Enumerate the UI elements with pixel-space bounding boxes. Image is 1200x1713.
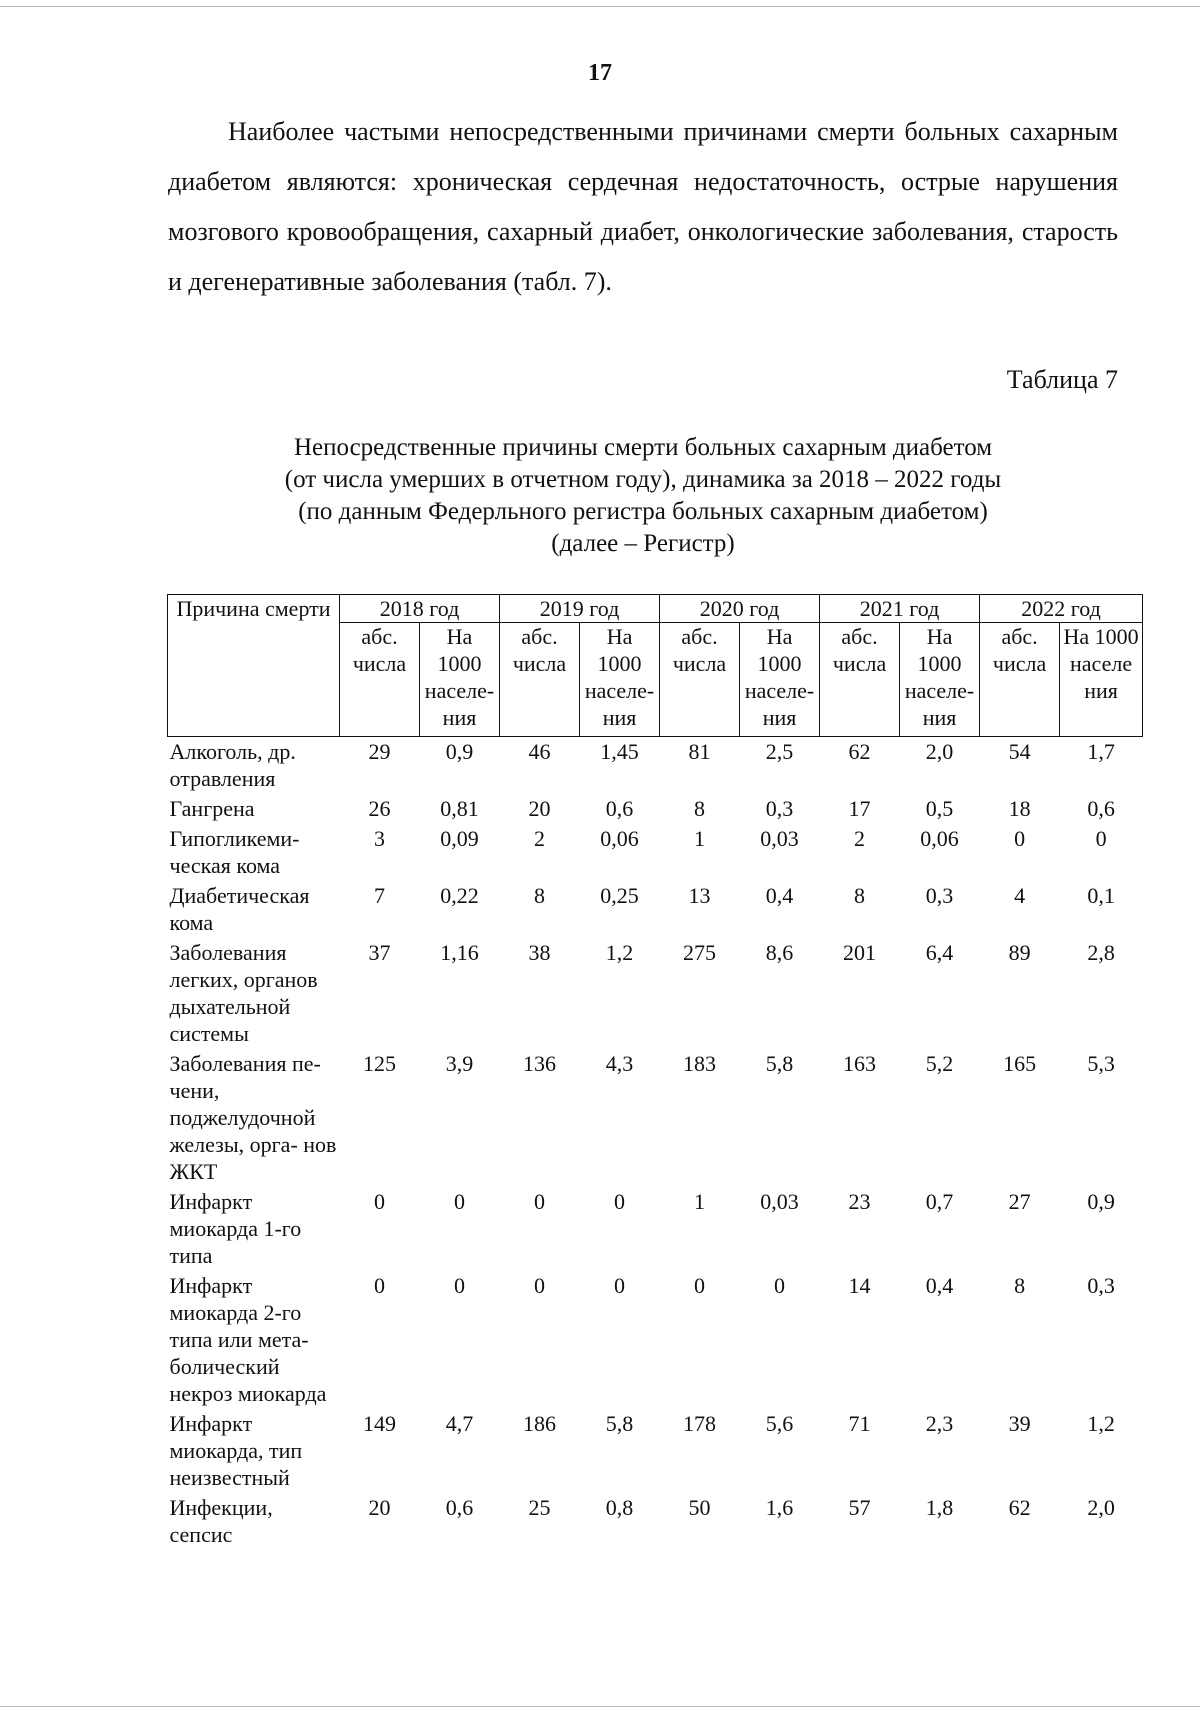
abs-value-cell: 186 [523,1411,557,1436]
abs-value-cell: 0 [1014,826,1026,851]
abs-value-cell: 149 [363,1411,396,1436]
per1000-value-cell: 0,6 [605,796,634,821]
per1000-value-cell: 1,7 [1087,739,1115,764]
per1000-value-cell: 2,5 [765,739,794,764]
abs-value-cell: 2 [854,826,866,851]
abs-value-cell: 136 [523,1051,557,1076]
abs-value-cell: 14 [848,1273,871,1298]
abs-value-cell: 17 [848,796,871,821]
abs-value-cell: 201 [843,940,877,965]
per1000-value-cell: 1,6 [765,1495,794,1520]
per1000-value-cell: 5,6 [765,1411,794,1436]
intro-text: Наиболее частыми непосредственными причинами смерти больных сахарным диабетом являются: хроническая сердечная недостаточность, острые нарушения мозгового кровообращения, сахарный диабет, онкологические заболевания, старость и дегенеративные заболевания (табл. 7). [168,117,1118,296]
caption-line: (по данным Федерльного регистра больных сахарным диабетом) [298,498,988,525]
per1000-value-cell: 5,8 [765,1051,794,1076]
per1000-value-cell: 0,03 [760,826,799,851]
cause-cell: Гипогликеми- ческая кома [169,826,300,878]
intro-paragraph [168,107,1118,307]
header-year: 2019 год [500,595,660,623]
caption-line: Непосредственные причины смерти больных сахарным диабетом [293,434,993,461]
per1000-value-cell: 0,06 [920,826,959,851]
per1000-value-cell: 0,6 [445,1495,474,1520]
table-label: Таблица 7 [1006,365,1118,394]
per1000-value-cell: 8,6 [765,940,794,965]
per1000-value-cell: 2,0 [1087,1495,1115,1520]
table-row [168,1493,1143,1550]
per1000-value-cell: 0 [454,1189,465,1214]
table-row [168,881,1143,938]
table-header [168,595,1143,737]
per1000-value-cell: 6,4 [925,940,954,965]
header-year: 2020 год [660,595,820,623]
abs-value-cell: 62 [848,739,871,764]
abs-value-cell: 0 [534,1273,546,1298]
header-per1000: На 1000 населе- ния [740,623,820,737]
cause-cell: Инфаркт миокарда, тип неизвестный [169,1411,303,1490]
per1000-value-cell: 1,45 [600,739,639,764]
cause-cell: Заболевания легких, органов дыхательной системы [169,940,318,1046]
abs-value-cell: 1 [694,1189,706,1214]
table-caption [168,432,1118,560]
cause-cell: Инфекции, сепсис [169,1495,273,1547]
abs-value-cell: 0 [374,1273,385,1298]
header-abs: абс. числа [660,623,740,737]
header-year: 2018 год [340,595,500,623]
abs-value-cell: 29 [368,739,391,764]
per1000-value-cell: 0,09 [440,826,479,851]
abs-value-cell: 50 [688,1495,711,1520]
abs-value-cell: 18 [1008,796,1031,821]
per1000-value-cell: 0,22 [440,883,479,908]
per1000-value-cell: 0 [774,1273,786,1298]
abs-value-cell: 27 [1008,1189,1031,1214]
header-abs: абс. числа [340,623,420,737]
cause-cell: Алкоголь, др. отравления [169,739,296,791]
per1000-value-cell: 0,03 [760,1189,799,1214]
cause-cell: Заболевания пе- чени, поджелудочной железы, орга- нов ЖКТ [169,1051,337,1184]
cause-cell: Диабетическая кома [169,883,310,935]
abs-value-cell: 54 [1008,739,1031,764]
page-number: 17 [588,60,612,86]
per1000-value-cell: 4,7 [445,1411,474,1436]
abs-value-cell: 23 [848,1189,871,1214]
scan-edge-line [0,1706,1200,1707]
per1000-value-cell: 2,8 [1087,940,1115,965]
table-row [168,1409,1143,1493]
abs-value-cell: 3 [374,826,385,851]
per1000-value-cell: 0,9 [445,739,474,764]
per1000-value-cell: 1,16 [440,940,479,965]
abs-value-cell: 46 [528,739,551,764]
abs-value-cell: 1 [694,826,706,851]
abs-value-cell: 20 [368,1495,391,1520]
causes-of-death-table [167,594,1143,1550]
table-row [168,794,1143,824]
header-row-years [168,595,1143,623]
per1000-value-cell: 0,25 [600,883,639,908]
abs-value-cell: 62 [1008,1495,1031,1520]
per1000-value-cell: 0,7 [925,1189,954,1214]
abs-value-cell: 8 [854,883,866,908]
cause-cell: Гангрена [169,796,255,821]
abs-value-cell: 4 [1014,883,1026,908]
table-row [168,737,1143,795]
per1000-value-cell: 0,8 [605,1495,634,1520]
abs-value-cell: 8 [694,796,706,821]
header-per1000: На 1000 населе ния [1060,623,1143,737]
table-row [168,1271,1143,1409]
per1000-value-cell: 1,8 [925,1495,954,1520]
abs-value-cell: 7 [374,883,385,908]
table-body [168,737,1143,1551]
per1000-value-cell: 5,2 [925,1051,954,1076]
per1000-value-cell: 3,9 [445,1051,474,1076]
table-row [168,1049,1143,1187]
per1000-value-cell: 0,3 [925,883,954,908]
per1000-value-cell: 0 [454,1273,465,1298]
abs-value-cell: 183 [683,1051,717,1076]
header-per1000: На 1000 населе- ния [420,623,500,737]
header-abs: абс. числа [980,623,1060,737]
abs-value-cell: 57 [848,1495,871,1520]
per1000-value-cell: 0,3 [765,796,794,821]
abs-value-cell: 163 [843,1051,877,1076]
abs-value-cell: 13 [688,883,711,908]
per1000-value-cell: 4,3 [605,1051,634,1076]
abs-value-cell: 71 [848,1411,871,1436]
per1000-value-cell: 1,2 [605,940,634,965]
table-row [168,824,1143,881]
abs-value-cell: 275 [683,940,717,965]
header-abs: абс. числа [820,623,900,737]
abs-value-cell: 38 [528,940,551,965]
abs-value-cell: 0 [534,1189,546,1214]
caption-line: (далее – Регистр) [551,530,735,557]
table-row [168,1187,1143,1271]
abs-value-cell: 8 [1014,1273,1026,1298]
abs-value-cell: 2 [534,826,546,851]
per1000-value-cell: 0,5 [925,796,954,821]
per1000-value-cell: 2,0 [925,739,954,764]
per1000-value-cell: 0,1 [1087,883,1115,908]
header-year: 2022 год [980,595,1143,623]
per1000-value-cell: 0,6 [1087,796,1115,821]
abs-value-cell: 81 [688,739,711,764]
abs-value-cell: 25 [528,1495,551,1520]
per1000-value-cell: 0,4 [765,883,794,908]
per1000-value-cell: 0 [614,1189,626,1214]
abs-value-cell: 89 [1008,940,1031,965]
abs-value-cell: 39 [1008,1411,1031,1436]
per1000-value-cell: 0,4 [925,1273,954,1298]
abs-value-cell: 8 [534,883,546,908]
abs-value-cell: 37 [368,940,391,965]
header-abs: абс. числа [500,623,580,737]
abs-value-cell: 125 [363,1051,396,1076]
per1000-value-cell: 0 [614,1273,626,1298]
header-per1000: На 1000 населе- ния [580,623,660,737]
table-row [168,938,1143,1049]
cause-cell: Инфаркт миокарда 1-го типа [169,1189,302,1268]
abs-value-cell: 0 [374,1189,385,1214]
caption-line: (от числа умерших в отчетном году), динамика за 2018 – 2022 годы [284,466,1002,493]
header-year: 2021 год [820,595,980,623]
per1000-value-cell: 2,3 [925,1411,954,1436]
per1000-value-cell: 5,3 [1087,1051,1115,1076]
scan-edge-line [0,6,1200,7]
cause-cell: Инфаркт миокарда 2-го типа или мета- болический некроз миокарда [169,1273,327,1406]
per1000-value-cell: 0 [1095,826,1107,851]
header-per1000: На 1000 населе- ния [900,623,980,737]
header-cause: Причина смерти [168,595,340,737]
abs-value-cell: 20 [528,796,551,821]
abs-value-cell: 165 [1003,1051,1037,1076]
per1000-value-cell: 0,9 [1087,1189,1115,1214]
abs-value-cell: 26 [368,796,391,821]
per1000-value-cell: 0,81 [440,796,479,821]
per1000-value-cell: 1,2 [1087,1411,1115,1436]
abs-value-cell: 0 [694,1273,706,1298]
per1000-value-cell: 5,8 [605,1411,634,1436]
abs-value-cell: 178 [683,1411,717,1436]
per1000-value-cell: 0,3 [1087,1273,1115,1298]
per1000-value-cell: 0,06 [600,826,639,851]
